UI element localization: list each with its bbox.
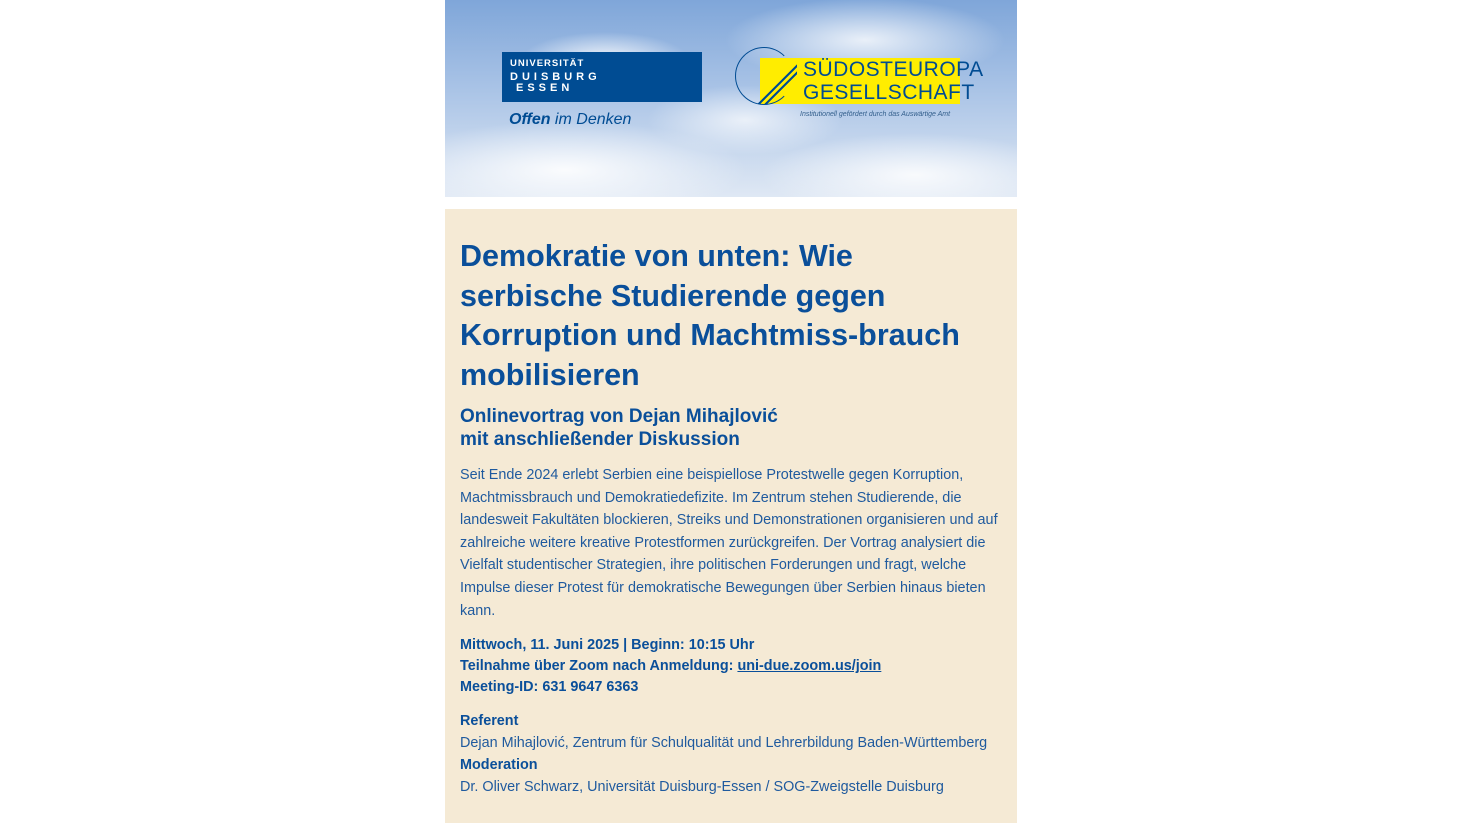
ude-claim-rest: im Denken bbox=[550, 111, 632, 128]
sog-logo-line1: SÜDOSTEUROPA bbox=[803, 58, 984, 81]
ude-logo-line1: UNIVERSITÄT bbox=[510, 58, 585, 69]
speaker-name: Dejan Mihajlović, Zentrum für Schulqualität und Lehrerbildung Baden-Württemberg bbox=[460, 735, 988, 751]
sog-logo-line2: GESELLSCHAFT bbox=[803, 81, 975, 104]
ude-logo bbox=[502, 52, 702, 102]
zoom-prefix: Teilnahme über Zoom nach Anmeldung: bbox=[460, 658, 738, 675]
speaker-label: Referent bbox=[460, 713, 519, 729]
event-subtitle bbox=[460, 406, 1000, 451]
sog-funding-note: Institutionell gefördert durch das Auswärtige Amt bbox=[800, 111, 951, 118]
ude-logo-line3: ESSEN bbox=[516, 82, 574, 94]
meeting-id: Meeting-ID: 631 9647 6363 bbox=[460, 679, 639, 696]
event-subtitle-line2: mit anschließender Diskussion bbox=[460, 428, 740, 450]
event-zoom-line bbox=[460, 656, 1008, 677]
zoom-link[interactable]: uni-due.zoom.us/join bbox=[737, 658, 882, 675]
ude-logo-line2: DUISBURG bbox=[510, 71, 601, 83]
event-subtitle-line1: Onlinevortrag von Dejan Mihajlović bbox=[460, 406, 778, 427]
moderator-name: Dr. Oliver Schwarz, Universität Duisburg-Essen / SOG-Zweigstelle Duisburg bbox=[460, 779, 944, 795]
event-description: Seit Ende 2024 erlebt Serbien eine beispiellose Protestwelle gegen Korruption, Machtmissbrauch und Demokratiedefizite. Im Zentrum stehen Studierende, die landesweit Fakultäten blockieren, Streiks und Demonstrationen organisieren und auf zahlreiche weitere kreative Protestformen zurückgreifen. Der Vortrag analysiert die Vielfalt studentischer Strategien, ihre politischen Forderungen und fragt, welche Impulse dieser Protest für demokratische Bewegungen über Serbien hinaus bieten kann. bbox=[460, 467, 998, 619]
event-people bbox=[460, 710, 1008, 798]
event-details bbox=[460, 635, 1008, 699]
event-card bbox=[445, 209, 1017, 823]
ude-claim bbox=[509, 111, 631, 129]
header-banner bbox=[445, 0, 1017, 197]
event-title: Demokratie von unten: Wie serbische Studierende gegen Korruption und Machtmiss-brauch mobilisieren bbox=[460, 239, 960, 392]
moderation-label: Moderation bbox=[460, 757, 538, 773]
ude-claim-bold: Offen bbox=[509, 111, 551, 128]
event-date: Mittwoch, 11. Juni 2025 | Beginn: 10:15 Uhr bbox=[460, 637, 755, 653]
